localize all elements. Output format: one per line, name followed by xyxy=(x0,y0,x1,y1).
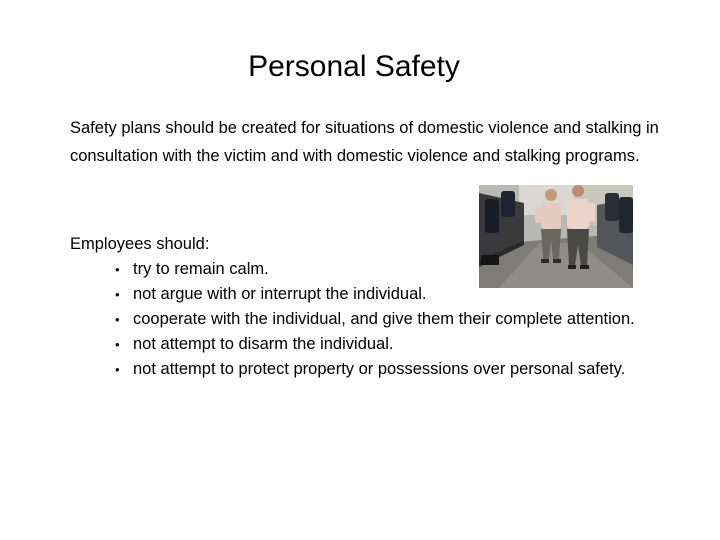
intro-text: Safety plans should be created for situations of domestic violence and stalking in consultation with the victim and with domestic violence and stalking programs. xyxy=(70,119,659,165)
list-item xyxy=(115,357,690,382)
bullet-text: try to remain calm. xyxy=(133,260,269,278)
employees-lead: Employees should: xyxy=(70,235,210,253)
bullet-text: not attempt to disarm the individual. xyxy=(133,335,394,353)
bullet-icon: • xyxy=(115,287,120,302)
bullet-icon: • xyxy=(115,262,120,277)
bullet-text: not attempt to protect property or possessions over personal safety. xyxy=(133,360,626,378)
bullet-icon: • xyxy=(115,362,120,377)
slide-title: Personal Safety xyxy=(248,50,460,83)
employees-section xyxy=(70,232,690,382)
list-item xyxy=(115,257,690,282)
bullet-icon: • xyxy=(115,337,120,352)
list-item xyxy=(115,332,690,357)
bullet-text: cooperate with the individual, and give them their complete attention. xyxy=(133,310,635,328)
intro-paragraph xyxy=(70,114,670,170)
bullet-list xyxy=(70,257,690,382)
bullet-icon: • xyxy=(115,312,120,327)
bullet-text: not argue with or interrupt the individual. xyxy=(133,285,427,303)
list-item xyxy=(115,307,690,332)
list-item xyxy=(115,282,690,307)
